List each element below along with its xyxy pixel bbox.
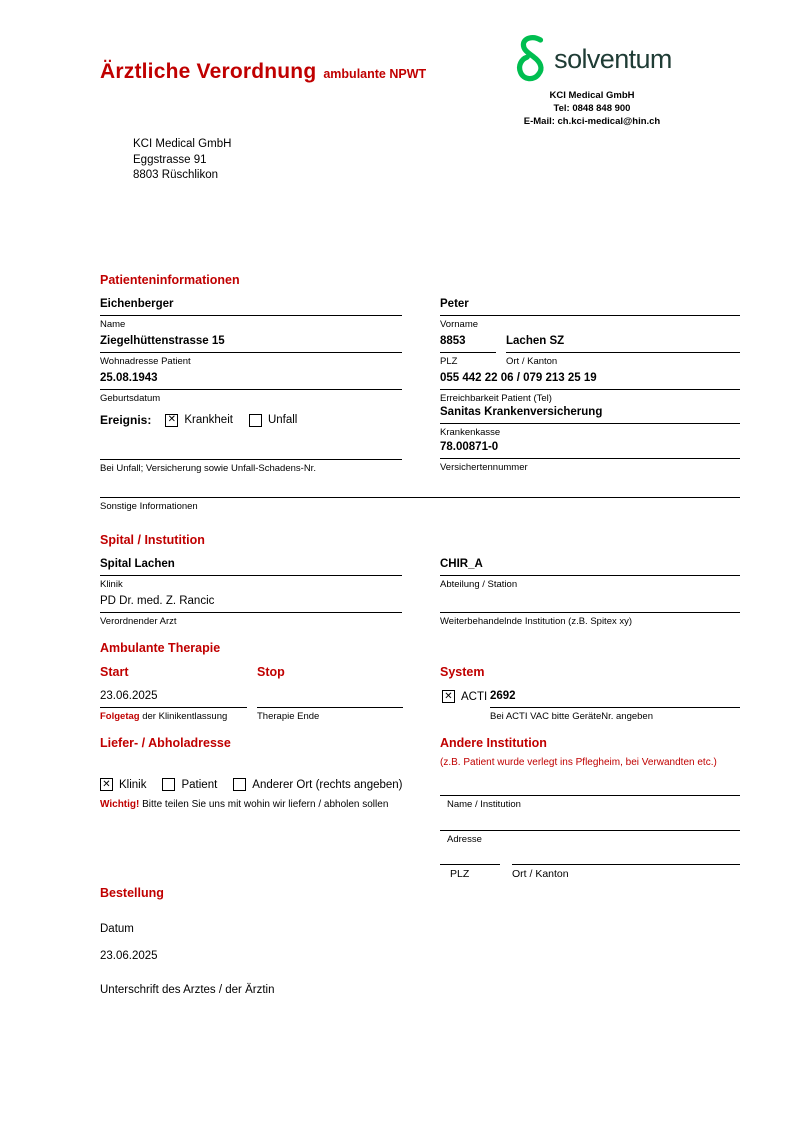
field-andere-adresse-label: Adresse: [447, 834, 482, 845]
acti-checkbox[interactable]: [442, 690, 455, 703]
form-subtitle: ambulante NPWT: [323, 67, 427, 81]
field-ort-label: Ort / Kanton: [506, 356, 558, 367]
field-unfall-nr: [100, 441, 402, 474]
field-therapie-start-label: [100, 708, 247, 722]
field-sonstige-label: Sonstige Informationen: [100, 501, 198, 512]
wichtig-label: Wichtig!: [100, 799, 140, 810]
field-krankenkasse: [440, 405, 740, 438]
field-vorname-value: Peter: [440, 297, 740, 316]
solventum-seed-icon: [512, 33, 550, 85]
field-plz: [440, 334, 496, 367]
column-heading-start: Start: [100, 665, 129, 679]
field-therapie-stop-value[interactable]: [257, 689, 403, 708]
ereignis-row: [100, 413, 297, 427]
field-andere-adresse: [440, 812, 740, 845]
field-therapie-stop-label: Therapie Ende: [257, 711, 320, 722]
field-klinik-value: Spital Lachen: [100, 557, 402, 576]
field-versichertennummer-value: 78.00871-0: [440, 440, 740, 459]
column-heading-stop: Stop: [257, 665, 285, 679]
field-andere-ort-value[interactable]: [512, 846, 740, 865]
field-plz-label: PLZ: [440, 356, 458, 367]
field-abteilung-label: Abteilung / Station: [440, 579, 518, 590]
field-andere-adresse-value[interactable]: [440, 812, 740, 831]
bestellung-signature-label: Unterschrift des Arztes / der Ärztin: [100, 984, 275, 996]
section-heading-liefer: Liefer- / Abholadresse: [100, 736, 231, 750]
field-wohnadresse: [100, 334, 402, 367]
liefer-options-row: [100, 778, 403, 791]
field-wohnadresse-label: Wohnadresse Patient: [100, 356, 191, 367]
field-andere-ort: [512, 846, 740, 880]
field-geburtsdatum: [100, 371, 402, 404]
patient-option-label: Patient: [181, 778, 218, 791]
section-heading-spital: Spital / Instutition: [100, 533, 205, 547]
section-heading-patient: Patienteninformationen: [100, 273, 240, 287]
field-krankenkasse-label: Krankenkasse: [440, 427, 501, 438]
field-vorname: [440, 297, 740, 330]
sender-address: [133, 137, 231, 184]
field-andere-plz-label: PLZ: [450, 868, 470, 880]
sender-line1: KCI Medical GmbH: [133, 138, 232, 150]
company-email: E-Mail: ch.kci-medical@hin.ch: [523, 116, 661, 127]
field-arzt-value: PD Dr. med. Z. Rancic: [100, 594, 402, 613]
bestellung-datum-label: Datum: [100, 923, 134, 935]
field-unfall-nr-label: Bei Unfall; Versicherung sowie Unfall-Schadens-Nr.: [100, 463, 316, 474]
folgetag-rest-label: der Klinikentlassung: [139, 711, 228, 722]
form-title: Ärztliche Verordnung: [100, 60, 317, 83]
krankheit-label: Krankheit: [184, 414, 233, 426]
sender-line3: 8803 Rüschlikon: [133, 169, 219, 181]
field-andere-name-value[interactable]: [440, 777, 740, 796]
field-arzt-label: Verordnender Arzt: [100, 616, 177, 627]
field-unfall-nr-value[interactable]: [100, 441, 402, 460]
field-vorname-label: Vorname: [440, 319, 479, 330]
field-andere-ort-label: Ort / Kanton: [512, 868, 569, 880]
section-heading-therapie: Ambulante Therapie: [100, 641, 221, 655]
field-plz-value: 8853: [440, 334, 496, 353]
section-heading-andere: Andere Institution: [440, 736, 547, 750]
column-heading-system: System: [440, 665, 485, 679]
field-versichertennummer: [440, 440, 740, 473]
ereignis-label: Ereignis:: [100, 413, 152, 427]
field-system-device-label: Bei ACTI VAC bitte GeräteNr. angeben: [490, 711, 653, 722]
field-therapie-start-value: 23.06.2025: [100, 689, 247, 708]
field-klinik: [100, 557, 402, 590]
company-name: KCI Medical GmbH: [549, 90, 635, 101]
field-therapie-stop: [257, 689, 403, 722]
field-andere-plz-value[interactable]: [440, 846, 500, 865]
field-andere-plz: [440, 846, 500, 880]
field-weiterbehandelnde-label: Weiterbehandelnde Institution (z.B. Spitex xy): [440, 616, 633, 627]
field-name: [100, 297, 402, 330]
field-wohnadresse-value: Ziegelhüttenstrasse 15: [100, 334, 402, 353]
sender-line2: Eggstrasse 91: [133, 153, 207, 166]
bestellung-datum-value: 23.06.2025: [100, 950, 158, 962]
liefer-note: [100, 799, 388, 810]
patient-checkbox[interactable]: [162, 778, 175, 791]
system-checkbox-row: [442, 690, 487, 703]
field-andere-name: [440, 777, 740, 810]
folgetag-red-label: Folgetag: [100, 711, 140, 722]
solventum-wordmark: solventum: [554, 43, 672, 74]
field-name-value: Eichenberger: [100, 297, 402, 316]
field-ort-value: Lachen SZ: [506, 334, 740, 353]
field-name-label: Name: [100, 319, 126, 330]
field-abteilung: [440, 557, 740, 590]
anderer-ort-checkbox[interactable]: [233, 778, 246, 791]
logo-contact-block: [497, 33, 687, 128]
field-therapie-start: [100, 689, 247, 722]
field-abteilung-value: CHIR_A: [440, 557, 740, 576]
field-sonstige: [100, 479, 740, 512]
form-title-row: [100, 60, 426, 84]
company-contact: [524, 89, 661, 128]
field-krankenkasse-value: Sanitas Krankenversicherung: [440, 405, 740, 424]
field-sonstige-value[interactable]: [100, 479, 740, 498]
field-geburtsdatum-value: 25.08.1943: [100, 371, 402, 390]
company-tel: Tel: 0848 848 900: [553, 103, 631, 114]
klinik-checkbox[interactable]: [100, 778, 113, 791]
field-versichertennummer-label: Versichertennummer: [440, 462, 528, 473]
field-klinik-label: Klinik: [100, 579, 123, 590]
field-tel: [440, 371, 740, 404]
unfall-checkbox[interactable]: [249, 414, 262, 427]
field-tel-label: Erreichbarkeit Patient (Tel): [440, 393, 552, 404]
krankheit-checkbox[interactable]: [165, 414, 178, 427]
unfall-label: Unfall: [267, 414, 298, 426]
field-tel-value: 055 442 22 06 / 079 213 25 19: [440, 371, 740, 390]
klinik-option-label: Klinik: [119, 778, 147, 791]
liefer-note-rest: Bitte teilen Sie uns mit wohin wir liefern / abholen sollen: [139, 799, 389, 810]
field-ort: [506, 334, 740, 367]
field-arzt: [100, 594, 402, 627]
field-weiterbehandelnde: [440, 594, 740, 627]
solventum-logo: [512, 33, 672, 85]
acti-label: ACTI: [461, 690, 488, 703]
anderer-ort-option-label: Anderer Ort (rechts angeben): [252, 778, 403, 791]
andere-subheading: (z.B. Patient wurde verlegt ins Pflegheim, bei Verwandten etc.): [440, 757, 717, 768]
field-geburtsdatum-label: Geburtsdatum: [100, 393, 161, 404]
field-system-device: [490, 689, 740, 722]
field-weiterbehandelnde-value[interactable]: [440, 594, 740, 613]
field-andere-name-label: Name / Institution: [447, 799, 521, 810]
field-system-device-value: 2692: [490, 689, 740, 708]
section-heading-bestellung: Bestellung: [100, 886, 164, 900]
